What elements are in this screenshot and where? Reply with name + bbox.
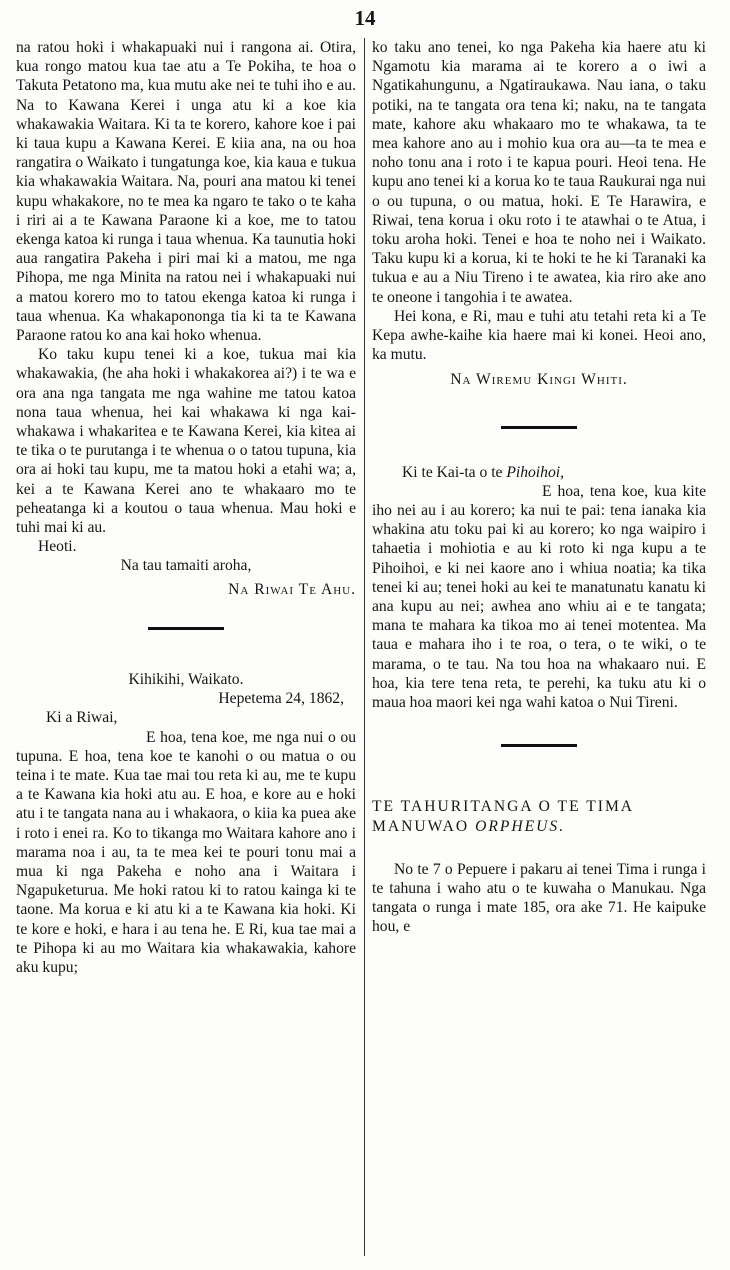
letter-kingi-continued: ko taku ano tenei, ko nga Pakeha kia haere atu ki Ngamotu kia marama ai te korero a o iwi a Ngatikahungunu, a Ngatiraukawa. Nau iana, o taku potiki, na te tangata ora tena ki; naku, na te tangata mate, kahore aku whakaaro mo te whakawa, ta te mea kahore ano au i mohio kua ora au—ta te mea e noho tonu ana i roto i te kapua pouri. Heoi tena. He kupu ano tenei ki a korua ko te taua Raukurai nga nui o ou tupuna, o ou matua, hoki. E Te Harawira, e Riwai, tena korua i oku roto i te atawhai o te Atua, i toku aroha hoki. Tenei e hoa te noho nei i Waikato. Taku kupu ki a korua, ki te hoki te he ki Taranaki ka tukua e au a Niu Tireno i te awatea, kia riro ake ano te oneone i tangohia i te awatea.: [372, 39, 706, 306]
article-title-line-2: MANUWAO: [372, 817, 476, 835]
letter-riwai-closing: Heoti.: [38, 538, 77, 556]
left-column: [16, 38, 356, 977]
letter-editor-body: E hoa, tena koe, kua kite iho nei au i au korero; ka nui te pai: tena ianaka kia whakina atu toku pai ki au korero; ko nga waipiro i tahaetia i mohiotia e au ki roto ki nga kupu a te Pihoihoi, e ki nei kaore ano i whiua noatia; ka tika tenei ki au; tenei hoki au kei te manatunatu kanatu ki ana kupu au nei; awhea ano whiu ai e te tangata; mana te mahara ka tikoa mo ai tenei motentea. Ma taua e mahara iho i te roa, o tera, o te wiki, o te marama, o te tau. Na tou hoa na whakaaro nui. E hoa, kia tere tena reta, te perehi, ka tuku atu ki o maua hoa maori kei nga wahi katoa o Nui Tireni.: [372, 482, 706, 712]
letter-kingi-salutation: Ki a Riwai,: [46, 709, 118, 727]
letter-kingi-signature: Na Wiremu Kingi Whiti.: [450, 371, 628, 389]
letter-editor-address-text: Ki te Kai-ta o te: [402, 463, 507, 481]
letter-kingi-place: Kihikihi, Waikato.: [128, 670, 244, 688]
letter-kingi-date: Hepetema 24, 1862,: [218, 690, 344, 708]
article-body: No te 7 o Pepuere i pakaru ai tenei Tima i runga i te tahuna i waho atu o te kuwaha o Manukau. Nga tangata o runga i mate 185, ora ake 71. He kaipuke hou, e: [372, 860, 706, 936]
letter-riwai-paragraph-1: na ratou hoki i whakapuaki nui i rangona ai. Otira, kua rongo matou kua tae atu a Te Pokiha, te hoa o Takuta Petatono ma, kua mutu ake nei te tuhi iho e au. Na to Kawana Kerei i unga atu ki a koe kia whakawakia Waitara. Ki ta te korero, kahore koe i pai ki taua kupu a Kawana Kerei. E kiia ana, na ou hoa rangatira o Waikato i tungatunga koe, kia kaua e tukua kia whakawakia Waitara. Na, pouri ana matou ki tenei kupu whakakore, no te mea ka ngaro te tako o te kaha i riri ai a te Kawana Paraone ki a koe, me to tatou ekenga katoa ki runga i taua whenua. Ka taunutia hoki aua rangatira Pakeha i piri mai ki a matou, me nga Pihopa, me nga Minita na ratou nei i whakapuaki nui a matou korero mo to tatou ekenga katoa ki runga i taua whenua. Ka whakapononga tia ki ta te Kawana Paraone ratou ko ana kai hoko whenua.: [16, 39, 356, 345]
newspaper-name: Pihoihoi,: [506, 463, 564, 481]
page-number: 14: [354, 6, 376, 30]
letter-kingi-postscript: Hei kona, e Ri, mau e tuhi atu tetahi reta ki a Te Kepa awhe-kaihe kia haere mai ki konei. Heoi ano, ka mutu.: [372, 307, 706, 364]
article-title: [372, 797, 706, 835]
letter-editor-address: [372, 463, 706, 482]
letter-riwai-paragraph-2: Ko taku kupu tenei ki a koe, tukua mai kia whakawakia, (he aha hoki i whakakorea ai?) i te wa e ora ana nga tangata me nga wahine me tatou katoa nona taua whenua, hei kai whakawa ki nga kai-whakawa i whakaritea e te Kawana Kerei, kia kitea ai te tika o te purutanga i te whenua o o tatou tupuna, kia ora ai hoki tau kupu, me ta matou hoki a etahi wa; a, kei a te Kawana Kerei ano te whakaaro mo te peheatanga ki a koutou o taua whenua. Mau hoki e tuhi mai ki au.: [16, 346, 356, 537]
column-rule: [364, 38, 365, 1256]
article-title-ship-name: ORPHEUS.: [475, 817, 566, 835]
letter-kingi-body: E hoa, tena koe, me nga nui o ou tupuna. E hoa, tena koe te kanohi o ou matua o ou teina i te mate. Kua tae mai tou reta ki au, me te kupu a te Kawana kia hoki atu au. E hoa, e kore au e hoki atu i te tangata nana au i whakaora, o kiia ka puea ake i roto i enei ra. Ko to tikanga mo Waitara kahore ano i marama noa i au, ta te mea kei te pouri tonu mai a mua ki nga Pakeha e noho ana i Waitara i Ngapuketurua. Me hoki ratou ki to ratou kainga ki te taone. Ma korua e ki atu ki a te Kawana kia hoki. Ki te kore e hoki, e hara i au tena he. E Ri, kua tae mai a te Pihopa ki au mo Waitara kia whakawakia, kahore aku kupu;: [16, 728, 356, 976]
right-column: [372, 38, 706, 937]
article-title-line-1: TE TAHURITANGA O TE TIMA: [372, 798, 635, 816]
letter-riwai-valediction: Na tau tamaiti aroha,: [120, 557, 252, 575]
letter-riwai-signature: Na Riwai Te Ahu.: [228, 580, 356, 598]
